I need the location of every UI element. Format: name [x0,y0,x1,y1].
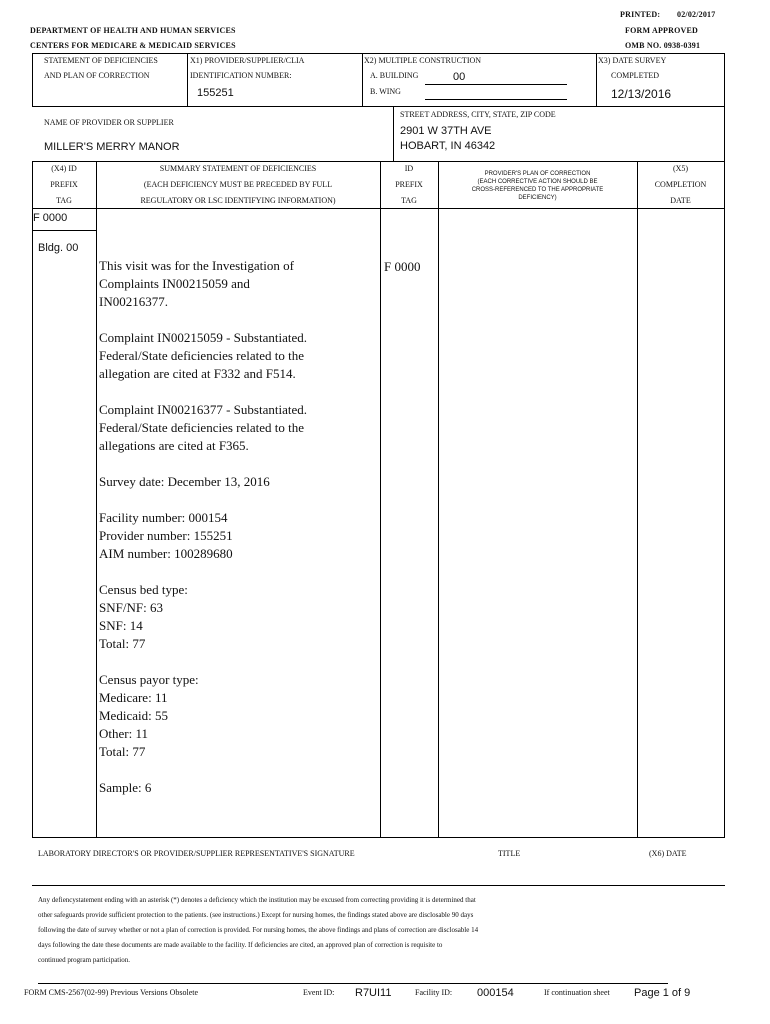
x4-header-1: (X4) ID [51,164,77,173]
deficiency-paragraph [99,509,307,563]
x3-label: X3) DATE SURVEY [598,56,667,65]
provider-name-label: NAME OF PROVIDER OR SUPPLIER [44,118,174,127]
deficiency-paragraph [99,473,307,491]
disclaimer-line: continued program participation. [38,956,130,964]
x4-header-3: TAG [56,196,72,205]
provider-id: 155251 [197,87,234,99]
deficiency-line: Complaints IN00215059 and [99,276,250,291]
deficiency-paragraph [99,671,307,761]
plan-header-3: CROSS-REFERENCED TO THE APPROPRIATE [471,187,604,193]
department-name: DEPARTMENT OF HEALTH AND HUMAN SERVICES [30,26,236,35]
deficiency-line: Federal/State deficiencies related to the [99,348,305,363]
building-value: 00 [453,71,466,83]
summary-header-2: (EACH DEFICIENCY MUST BE PRECEDED BY FULL [143,180,333,189]
plan-header-2: (EACH CORRECTIVE ACTION SHOULD BE [477,179,598,185]
right-prefix-tag: F 0000 [384,259,421,274]
omb-number: OMB NO. 0938-0391 [625,41,701,50]
x2-label: X2) MULTIPLE CONSTRUCTION [364,56,482,65]
deficiency-line: allegations are cited at F365. [99,438,249,453]
statement-label: STATEMENT OF DEFICIENCIES [44,56,158,65]
deficiency-paragraph [99,257,307,311]
disclaimer-line: Any defiencystatement ending with an asterisk (*) denotes a deficiency which the institution may be excused from correcting providing it is determined that [38,896,476,904]
survey-date: 12/13/2016 [611,87,672,101]
deficiency-line: IN00216377. [99,294,168,309]
deficiency-paragraph [99,401,307,455]
deficiency-line: SNF: 14 [99,618,143,633]
deficiency-line: Total: 77 [99,744,146,759]
summary-header-1: SUMMARY STATEMENT OF DEFICIENCIES [159,164,317,173]
page-number: Page 1 of 9 [634,987,691,999]
plan-label: AND PLAN OF CORRECTION [44,71,150,80]
deficiency-summary [99,257,307,815]
address-line-2: HOBART, IN 46342 [400,140,496,152]
left-prefix-tag: F 0000 [33,212,68,224]
address-line-1: 2901 W 37TH AVE [400,125,492,137]
x1-label-2: IDENTIFICATION NUMBER: [190,71,292,80]
deficiency-paragraph [99,329,307,383]
x5-header-1: (X5) [672,164,689,173]
id-header-2: PREFIX [395,180,423,189]
deficiency-line: Medicaid: 55 [99,708,168,723]
deficiency-line: SNF/NF: 63 [99,600,163,615]
deficiency-line: allegation are cited at F332 and F514. [99,366,296,381]
deficiency-paragraph [99,779,307,797]
disclaimer-line: days following the date these documents are made available to the facility. If deficiencies are cited, an approved plan of correction is requisite to [38,941,443,949]
facility-id: 000154 [477,987,514,999]
deficiency-line: Other: 11 [99,726,148,741]
x5-header-2: COMPLETION [654,180,707,189]
deficiency-line: This visit was for the Investigation of [99,258,294,273]
building-label: A. BUILDING [370,71,419,80]
form-number: FORM CMS-2567(02-99) Previous Versions Obsolete [24,988,199,997]
deficiency-line: Medicare: 11 [99,690,168,705]
disclaimer-line: other safeguards provide sufficient protection to the patients. (see instructions.) Except for nursing homes, the findings stated above are disclosable 90 days [38,911,474,919]
address-label: STREET ADDRESS, CITY, STATE, ZIP CODE [400,110,556,119]
disclaimer [38,893,478,968]
x5-header-3: DATE [670,196,691,205]
signature-label: LABORATORY DIRECTOR'S OR PROVIDER/SUPPLIER REPRESENTATIVE'S SIGNATURE [38,849,355,858]
form-approved: FORM APPROVED [625,26,699,35]
x4-header-2: PREFIX [50,180,78,189]
plan-header-1: PROVIDER'S PLAN OF CORRECTION [484,171,591,177]
title-label: TITLE [498,849,521,858]
printed-date: 02/02/2017 [677,10,716,19]
deficiency-line: Sample: 6 [99,780,152,795]
deficiency-line: Federal/State deficiencies related to the [99,420,305,435]
provider-name: MILLER'S MERRY MANOR [44,141,180,153]
deficiency-line: AIM number: 100289680 [99,546,233,561]
deficiency-line: Survey date: December 13, 2016 [99,474,270,489]
disclaimer-line: following the date of survey whether or not a plan of correction is provided. For nursing homes, the above findings and plans of correction are disclosable 14 [38,926,479,934]
continuation-label: If continuation sheet [544,988,610,997]
deficiency-line: Facility number: 000154 [99,510,228,525]
x3-label-2: COMPLETED [611,71,659,80]
id-header-3: TAG [401,196,417,205]
printed-label: PRINTED: [620,10,661,19]
wing-label: B. WING [370,87,401,96]
event-id-label: Event ID: [303,988,335,997]
deficiency-line: Complaint IN00216377 - Substantiated. [99,402,307,417]
deficiency-line: Complaint IN00215059 - Substantiated. [99,330,307,345]
event-id: R7UI11 [355,987,392,999]
centers-name: CENTERS FOR MEDICARE & MEDICAID SERVICES [30,41,236,50]
building-tag: Bldg. 00 [38,242,79,254]
plan-header-4: DEFICIENCY) [518,195,557,201]
facility-id-label: Facility ID: [415,988,453,997]
deficiency-line: Provider number: 155251 [99,528,233,543]
deficiency-line: Census bed type: [99,582,188,597]
summary-header-3: REGULATORY OR LSC IDENTIFYING INFORMATION) [140,196,336,205]
x1-label: X1) PROVIDER/SUPPLIER/CLIA [190,56,305,65]
deficiency-paragraph [99,581,307,653]
id-header-1: ID [404,164,414,173]
x6-date-label: (X6) DATE [649,849,687,858]
deficiency-line: Total: 77 [99,636,146,651]
deficiency-line: Census payor type: [99,672,199,687]
